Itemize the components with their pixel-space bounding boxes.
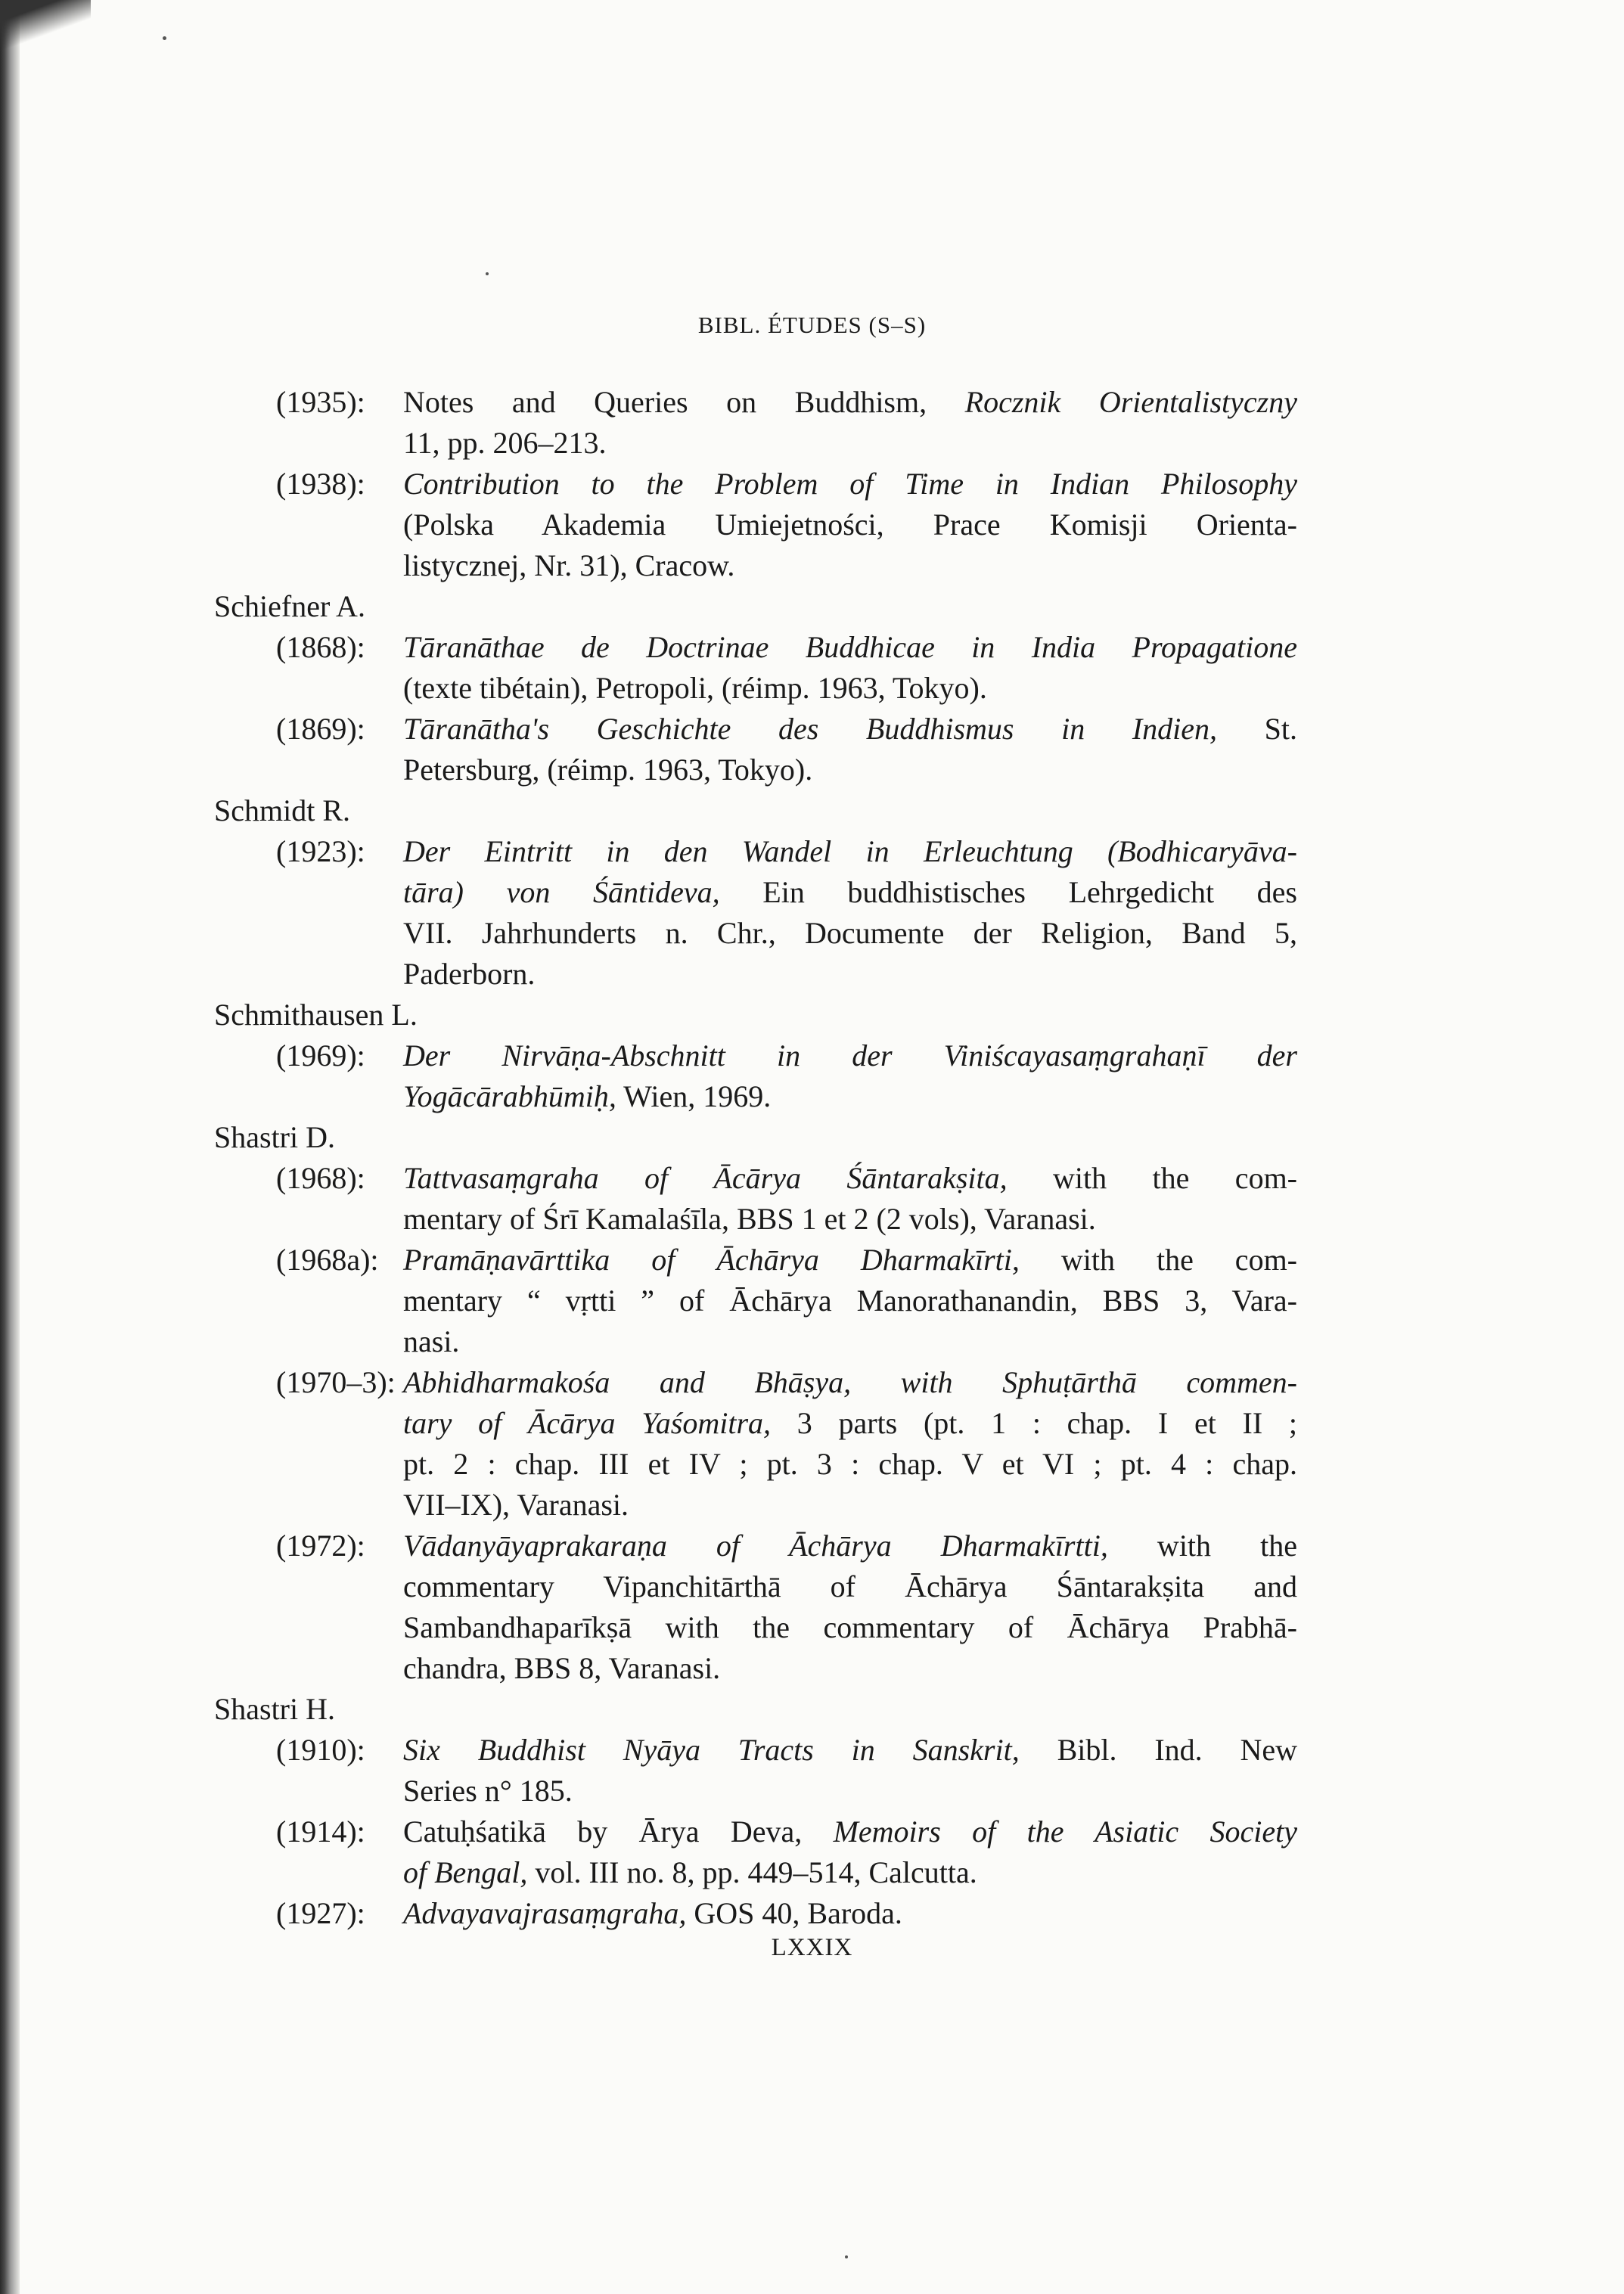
- reference-year: (1969):: [276, 1038, 365, 1072]
- reference-year: (1914):: [276, 1814, 365, 1849]
- reference-text: [403, 1566, 1297, 1607]
- reference-line: [0, 1771, 1624, 1811]
- reference-line: [0, 1076, 1624, 1117]
- italic-title: Tattvasaṃgraha of Ācārya Śāntarakṣita,: [403, 1161, 1008, 1195]
- author-name: Shastri H.: [214, 1692, 335, 1726]
- reference-year: (1968):: [276, 1161, 365, 1195]
- reference-line: [0, 1280, 1624, 1321]
- reference-segment: Bibl. Ind. New: [1019, 1733, 1297, 1767]
- reference-year: (1972):: [276, 1529, 365, 1563]
- italic-title: Tāranāthae de Doctrinae Buddhicae in India Propagatione: [403, 630, 1297, 664]
- reference-line: [0, 423, 1624, 464]
- author-heading: [0, 995, 1624, 1035]
- reference-segment: Notes and Queries on Buddhism,: [403, 385, 965, 419]
- reference-text: [403, 1648, 1297, 1689]
- italic-title: Vādanyāyaprakaraṇa of Āchārya Dharmakīrtti,: [403, 1529, 1108, 1563]
- reference-segment: (texte tibétain), Petropoli, (réimp. 1963, Tokyo).: [403, 671, 987, 705]
- reference-segment: nasi.: [403, 1324, 460, 1358]
- reference-line: [0, 1648, 1624, 1689]
- reference-text: [403, 1852, 1297, 1893]
- reference-segment: mentary “ vṛtti ” of Āchārya Manorathanandin, BBS 3, Vara-: [403, 1284, 1297, 1318]
- reference-year: (1869):: [276, 712, 365, 746]
- reference-segment: Paderborn.: [403, 957, 536, 991]
- reference-line: [0, 1035, 1624, 1076]
- reference-year: (1938):: [276, 467, 365, 501]
- reference-line: [0, 382, 1624, 423]
- author-name: Schiefner A.: [214, 589, 365, 623]
- reference-line: [0, 668, 1624, 709]
- reference-line: [0, 1199, 1624, 1240]
- reference-line: [0, 1526, 1624, 1566]
- reference-segment: commentary Vipanchitārthā of Āchārya Śāntarakṣita and: [403, 1569, 1297, 1603]
- reference-text: [403, 1362, 1297, 1403]
- reference-line: [0, 1566, 1624, 1607]
- reference-segment: Petersburg, (réimp. 1963, Tokyo).: [403, 753, 813, 787]
- reference-text: [403, 750, 1297, 790]
- reference-line: [0, 1321, 1624, 1362]
- reference-segment: Series n° 185.: [403, 1774, 573, 1808]
- binding-shadow: [0, 0, 91, 53]
- italic-title: Der Eintritt in den Wandel in Erleuchtung (Bodhicaryāva-: [403, 834, 1297, 868]
- page-number: LXXIX: [771, 1934, 853, 1961]
- italic-title: Six Buddhist Nyāya Tracts in Sanskrit,: [403, 1733, 1020, 1767]
- paper-speck: [845, 2255, 848, 2258]
- reference-line: [0, 831, 1624, 872]
- reference-segment: Sambandhaparīkṣā with the commentary of Āchārya Prabhā-: [403, 1610, 1297, 1644]
- reference-text: [403, 1811, 1297, 1852]
- reference-segment: mentary of Śrī Kamalaśīla, BBS 1 et 2 (2 vols), Varanasi.: [403, 1202, 1096, 1236]
- reference-text: [403, 872, 1297, 913]
- reference-segment: with the com-: [1007, 1161, 1297, 1195]
- italic-title: Rocznik Orientalistyczny: [964, 385, 1297, 419]
- reference-year: (1970–3):: [276, 1365, 396, 1399]
- reference-text: [403, 1403, 1297, 1444]
- italic-title: Contribution to the Problem of Time in Indian Philosophy: [403, 467, 1297, 501]
- reference-text: [403, 1893, 1297, 1934]
- italic-title: Advayavajrasaṃgraha,: [403, 1896, 687, 1930]
- author-heading: [0, 1117, 1624, 1158]
- italic-title: Yogācārabhūmiḥ,: [403, 1079, 616, 1113]
- reference-year: (1927):: [276, 1896, 365, 1930]
- reference-text: [403, 1199, 1297, 1240]
- reference-text: [403, 504, 1297, 545]
- reference-line: [0, 1852, 1624, 1893]
- reference-text: [403, 831, 1297, 872]
- reference-line: [0, 627, 1624, 668]
- reference-line: [0, 954, 1624, 995]
- reference-text: [403, 1771, 1297, 1811]
- reference-text: [403, 1240, 1297, 1280]
- reference-year: (1923):: [276, 834, 365, 868]
- reference-text: [403, 1444, 1297, 1485]
- italic-title: Memoirs of the Asiatic Society: [833, 1814, 1297, 1849]
- italic-title: Abhidharmakośa and Bhāṣya, with Sphuṭārthā commen-: [403, 1365, 1297, 1399]
- reference-line: [0, 1811, 1624, 1852]
- reference-text: [403, 954, 1297, 995]
- reference-line: [0, 1158, 1624, 1199]
- reference-segment: VII. Jahrhunderts n. Chr., Documente der Religion, Band 5,: [403, 916, 1297, 950]
- reference-segment: St.: [1217, 712, 1297, 746]
- author-name: Schmithausen L.: [214, 998, 418, 1032]
- reference-text: [403, 1607, 1297, 1648]
- reference-year: (1968a):: [276, 1243, 379, 1277]
- reference-segment: Wien, 1969.: [616, 1079, 772, 1113]
- reference-year: (1910):: [276, 1733, 365, 1767]
- reference-text: [403, 668, 1297, 709]
- italic-title: tary of Ācārya Yaśomitra,: [403, 1406, 772, 1440]
- reference-year: (1868):: [276, 630, 365, 664]
- reference-line: [0, 872, 1624, 913]
- running-head: BIBL. ÉTUDES (S–S): [697, 312, 927, 338]
- reference-line: [0, 1730, 1624, 1771]
- reference-line: [0, 1444, 1624, 1485]
- reference-line: [0, 1893, 1624, 1934]
- reference-segment: with the: [1107, 1529, 1298, 1563]
- reference-text: [403, 464, 1297, 504]
- italic-title: of Bengal,: [403, 1855, 528, 1889]
- reference-text: [403, 423, 1297, 464]
- reference-segment: 11, pp. 206–213.: [403, 426, 607, 460]
- reference-text: [403, 709, 1297, 750]
- reference-line: [0, 913, 1624, 954]
- reference-segment: VII–IX), Varanasi.: [403, 1488, 629, 1522]
- reference-line: [0, 750, 1624, 790]
- reference-text: [403, 1485, 1297, 1526]
- author-heading: [0, 790, 1624, 831]
- reference-year: (1935):: [276, 385, 365, 419]
- reference-segment: with the com-: [1019, 1243, 1297, 1277]
- italic-title: Tāranātha's Geschichte des Buddhismus in Indien,: [403, 712, 1218, 746]
- paper-speck: [486, 272, 489, 275]
- reference-line: [0, 1607, 1624, 1648]
- reference-text: [403, 1076, 1297, 1117]
- reference-line: [0, 1362, 1624, 1403]
- reference-segment: GOS 40, Baroda.: [686, 1896, 902, 1930]
- reference-text: [403, 1526, 1297, 1566]
- paper-speck: [163, 36, 166, 40]
- reference-segment: listycznej, Nr. 31), Cracow.: [403, 548, 735, 582]
- reference-line: [0, 545, 1624, 586]
- author-name: Shastri D.: [214, 1120, 335, 1154]
- reference-text: [403, 1035, 1297, 1076]
- reference-segment: pt. 2 : chap. III et IV ; pt. 3 : chap. V et VI ; pt. 4 : chap.: [403, 1447, 1297, 1481]
- reference-segment: 3 parts (pt. 1 : chap. I et II ;: [771, 1406, 1298, 1440]
- reference-text: [403, 545, 1297, 586]
- reference-text: [403, 1280, 1297, 1321]
- reference-segment: Catuḥśatikā by Ārya Deva,: [403, 1814, 834, 1849]
- italic-title: Pramāṇavārttika of Āchārya Dharmakīrti,: [403, 1243, 1020, 1277]
- author-name: Schmidt R.: [214, 793, 351, 827]
- reference-segment: vol. III no. 8, pp. 449–514, Calcutta.: [527, 1855, 977, 1889]
- reference-text: [403, 913, 1297, 954]
- reference-segment: chandra, BBS 8, Varanasi.: [403, 1651, 721, 1685]
- reference-segment: Ein buddhistisches Lehrgedicht des: [719, 875, 1297, 909]
- reference-line: [0, 709, 1624, 750]
- reference-text: [403, 627, 1297, 668]
- reference-line: [0, 1240, 1624, 1280]
- italic-title: Der Nirvāṇa-Abschnitt in der Viniścayasaṃgrahaṇī der: [403, 1038, 1297, 1072]
- reference-line: [0, 1403, 1624, 1444]
- italic-title: tāra) von Śāntideva,: [403, 875, 720, 909]
- reference-text: [403, 382, 1297, 423]
- author-heading: [0, 586, 1624, 627]
- reference-line: [0, 504, 1624, 545]
- reference-text: [403, 1321, 1297, 1362]
- reference-text: [403, 1730, 1297, 1771]
- reference-line: [0, 1485, 1624, 1526]
- author-heading: [0, 1689, 1624, 1730]
- reference-line: [0, 464, 1624, 504]
- reference-segment: (Polska Akademia Umiejetności, Prace Komisji Orienta-: [403, 508, 1297, 542]
- reference-text: [403, 1158, 1297, 1199]
